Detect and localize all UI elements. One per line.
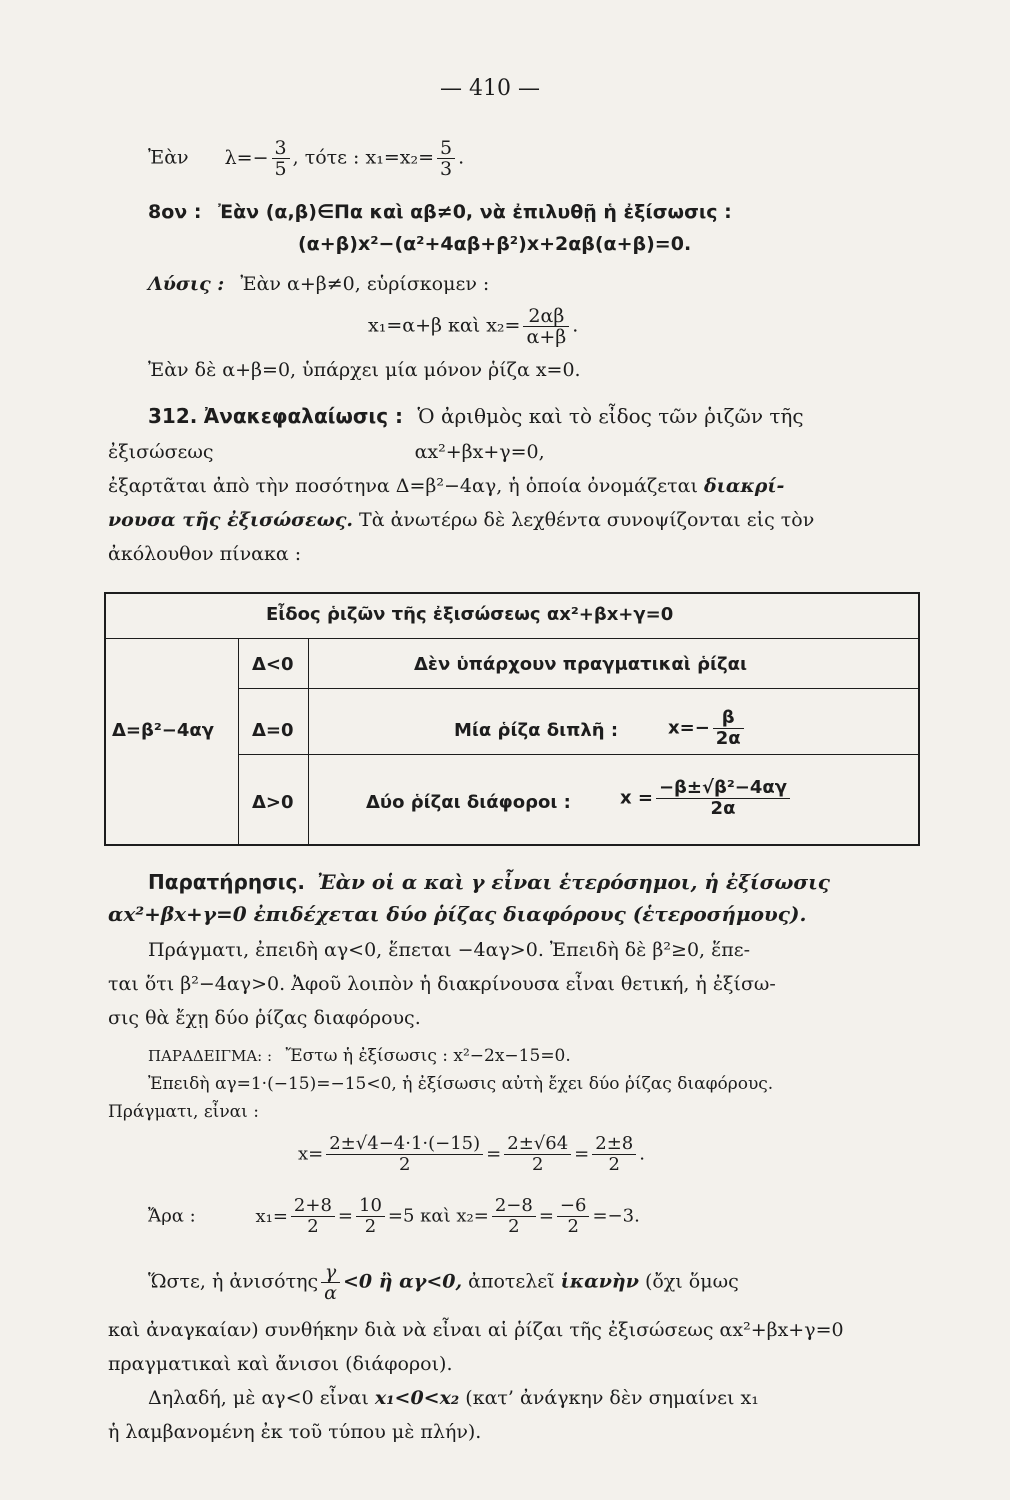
observation-line2: αx²+βx+γ=0 ἐπιδέχεται δύο ῥίζας διαφόρους (ἑτεροσήμους). bbox=[108, 902, 807, 926]
text: Ἐὰν α+β≠0, εὑρίσκομεν : bbox=[240, 273, 490, 295]
observation-proof1: Πράγματι, ἐπειδὴ αγ<0, ἕπεται −4αγ>0. Ἐπειδὴ δὲ β²≥0, ἕπε- bbox=[148, 939, 751, 961]
page-number: — 410 — bbox=[440, 76, 540, 101]
denominator: 2 bbox=[307, 1216, 319, 1237]
text: Ἐὰν οἱ α καὶ γ εἶναι ἑτερόσημοι, ἡ ἐξίσωσις bbox=[317, 870, 830, 894]
condition: <0 ἢ αγ<0, bbox=[342, 1270, 463, 1293]
term: νουσα τῆς ἐξισώσεως. bbox=[108, 509, 353, 531]
numerator: 2±8 bbox=[592, 1134, 636, 1155]
numerator: β bbox=[713, 708, 744, 729]
fraction bbox=[713, 708, 744, 749]
section-312-line3 bbox=[108, 474, 784, 498]
example-equation2: Ἄρα : x₁= $\frac{2+8}{2}$ = $\frac{10}{2}$ =5 καὶ x₂= $\frac{2-8}{2}$ = $\frac{-6}{2}$ =−3. bbox=[148, 1195, 640, 1237]
text: (κατ’ ἀνάγκην δὲν σημαίνει x₁ bbox=[465, 1387, 759, 1409]
fraction bbox=[504, 1134, 571, 1175]
text: λ=− bbox=[224, 146, 269, 169]
text: , τότε : x₁=x₂= bbox=[292, 146, 434, 169]
text: ἐξισώσεως bbox=[108, 441, 214, 463]
text: =−3. bbox=[592, 1205, 640, 1227]
denominator: 2 bbox=[567, 1216, 579, 1237]
denominator: 3 bbox=[440, 158, 453, 180]
denominator: 2α bbox=[710, 798, 736, 819]
section-312-line4 bbox=[108, 508, 814, 532]
text: . bbox=[458, 146, 465, 169]
row-description: Δὲν ὑπάρχουν πραγματικαὶ ῥίζαι bbox=[414, 654, 747, 675]
fraction bbox=[492, 1196, 536, 1237]
denominator: 2 bbox=[508, 1216, 520, 1237]
numerator: 3 bbox=[272, 138, 290, 159]
text: Ἐὰν (α,β)∈Πα καὶ αβ≠0, νὰ ἐπιλυθῇ ἡ ἐξίσωσις : bbox=[218, 201, 732, 223]
text: x = bbox=[620, 787, 653, 809]
text: (ὄχι ὅμως bbox=[644, 1270, 739, 1293]
final-line5: ἡ λαμβανομένη ἐκ τοῦ τύπου μὲ πλήν). bbox=[108, 1421, 482, 1443]
numerator: 2αβ bbox=[523, 306, 569, 327]
denominator: 2 bbox=[398, 1154, 411, 1175]
term: ἱκανὴν bbox=[560, 1270, 639, 1293]
fraction bbox=[437, 138, 455, 179]
text: Ὥστε, ἡ ἀνισότης bbox=[148, 1270, 319, 1293]
discriminant-definition: Δ=β²−4αγ bbox=[112, 720, 215, 741]
text: Τὰ ἀνωτέρω δὲ λεχθέντα συνοψίζονται εἰς τὸν bbox=[359, 509, 815, 531]
example-line1 bbox=[148, 1044, 571, 1068]
row-description: Μία ῥίζα διπλῆ : bbox=[454, 720, 619, 741]
solution-special: Ἐὰν δὲ α+β=0, ὑπάρχει μία μόνον ῥίζα x=0. bbox=[148, 359, 581, 381]
row-condition: Δ<0 bbox=[252, 654, 294, 675]
numerator: −β±√β²−4αγ bbox=[656, 778, 790, 799]
text: Ὁ ἀριθμὸς καὶ τὸ εἶδος τῶν ῥιζῶν τῆς bbox=[417, 404, 804, 428]
fraction bbox=[557, 1196, 590, 1237]
text: x₁=α+β καὶ x₂= bbox=[368, 314, 521, 337]
denominator: 2α bbox=[715, 728, 741, 749]
fraction bbox=[592, 1134, 636, 1175]
example-equation1: x= $\frac{2\pm√4-4\cdot 1\cdot(-15)}{2}$ = $\frac{2\pm√64}{2}$ = $\frac{2\pm 8}{2}$ . bbox=[298, 1133, 645, 1175]
observation-title: Παρατήρησις. bbox=[148, 870, 305, 894]
text: Ἄρα : bbox=[148, 1205, 196, 1227]
exercise-8-equation: (α+β)x²−(α²+4αβ+β²)x+2αβ(α+β)=0. bbox=[298, 233, 692, 255]
section-312-heading bbox=[148, 404, 804, 428]
example-line3: Πράγματι, εἶναι : bbox=[108, 1102, 259, 1122]
term: διακρί- bbox=[703, 475, 785, 497]
text: ἐξαρτᾶται ἀπὸ τὴν ποσότηνα Δ=β²−4αγ, ἡ ὁποία ὀνομάζεται bbox=[108, 475, 698, 497]
roots-table bbox=[104, 592, 920, 846]
section-312-line2 bbox=[108, 440, 545, 464]
text: Ἔστω ἡ ἐξίσωσις : x²−2x−15=0. bbox=[285, 1046, 571, 1066]
fraction bbox=[326, 1134, 483, 1175]
section-312-line5: ἀκόλουθον πίνακα : bbox=[108, 543, 302, 565]
text: ἀποτελεῖ bbox=[468, 1270, 555, 1293]
denominator: α+β bbox=[526, 326, 567, 348]
solution-label: Λύσις : bbox=[148, 273, 225, 295]
example-label: ΠΑΡΑΔΕΙΓΜΑ: : bbox=[148, 1047, 273, 1065]
observation-proof2: ται ὅτι β²−4αγ>0. Ἀφοῦ λοιπὸν ἡ διακρίνουσα εἶναι θετική, ἡ ἐξίσω- bbox=[108, 973, 776, 995]
example-line2: Ἐπειδὴ αγ=1·(−15)=−15<0, ἡ ἐξίσωσις αὐτὴ ἔχει δύο ῥίζας διαφόρους. bbox=[148, 1074, 774, 1094]
final-line2: καὶ ἀναγκαίαν) συνθήκην διὰ νὰ εἶναι αἱ ῥίζαι τῆς ἐξισώσεως αx²+βx+γ=0 bbox=[108, 1319, 844, 1341]
final-line1 bbox=[148, 1262, 739, 1303]
text: x= bbox=[298, 1143, 324, 1165]
numerator: 5 bbox=[437, 138, 455, 159]
observation-proof3: σις θὰ ἔχῃ δύο ῥίζας διαφόρους. bbox=[108, 1007, 421, 1029]
denominator: 5 bbox=[274, 158, 287, 180]
row-condition: Δ=0 bbox=[252, 720, 294, 741]
fraction bbox=[291, 1196, 335, 1237]
numerator: 2±√4−4·1·(−15) bbox=[326, 1134, 483, 1155]
denominator: 2 bbox=[364, 1216, 377, 1237]
fraction bbox=[272, 138, 290, 179]
text: . bbox=[572, 314, 579, 337]
numerator: 2−8 bbox=[492, 1196, 536, 1217]
text: x₁= bbox=[255, 1205, 288, 1227]
final-line3: πραγματικαὶ καὶ ἄνισοι (διάφοροι). bbox=[108, 1353, 453, 1375]
denominator: 2 bbox=[531, 1154, 544, 1175]
numerator: γ bbox=[321, 1262, 340, 1283]
numerator: 10 bbox=[356, 1196, 385, 1217]
fraction bbox=[523, 306, 569, 347]
text: x=− bbox=[668, 717, 710, 739]
row-condition: Δ>0 bbox=[252, 792, 294, 813]
exercise-8-statement bbox=[148, 200, 732, 224]
solution-line bbox=[148, 272, 489, 296]
numerator: −6 bbox=[557, 1196, 590, 1217]
inequality: x₁<0<x₂ bbox=[374, 1387, 460, 1409]
fraction bbox=[656, 778, 790, 819]
text: Ἐὰν bbox=[148, 146, 189, 169]
observation-line1 bbox=[148, 870, 830, 894]
fraction bbox=[356, 1196, 385, 1237]
denominator: 2 bbox=[608, 1154, 620, 1175]
denominator: α bbox=[324, 1282, 337, 1304]
equation: αx²+βx+γ=0, bbox=[414, 441, 545, 463]
section-title: Ἀνακεφαλαίωσις : bbox=[203, 404, 404, 428]
text: =5 καὶ x₂= bbox=[387, 1205, 489, 1227]
final-line4 bbox=[148, 1386, 759, 1410]
line-lambda-case bbox=[148, 138, 464, 179]
section-number: 312. bbox=[148, 404, 198, 428]
row-formula bbox=[620, 778, 793, 819]
numerator: 2±√64 bbox=[504, 1134, 571, 1155]
numerator: 2+8 bbox=[291, 1196, 335, 1217]
row-formula bbox=[668, 708, 747, 749]
row-description: Δύο ῥίζαι διάφοροι : bbox=[366, 792, 571, 813]
solution-roots bbox=[368, 306, 578, 347]
table-header: Εἶδος ῥιζῶν τῆς ἐξισώσεως αx²+βx+γ=0 bbox=[266, 604, 674, 625]
exercise-label: 8ον : bbox=[148, 201, 202, 223]
fraction bbox=[321, 1262, 340, 1303]
text: Δηλαδή, μὲ αγ<0 εἶναι bbox=[148, 1387, 369, 1409]
